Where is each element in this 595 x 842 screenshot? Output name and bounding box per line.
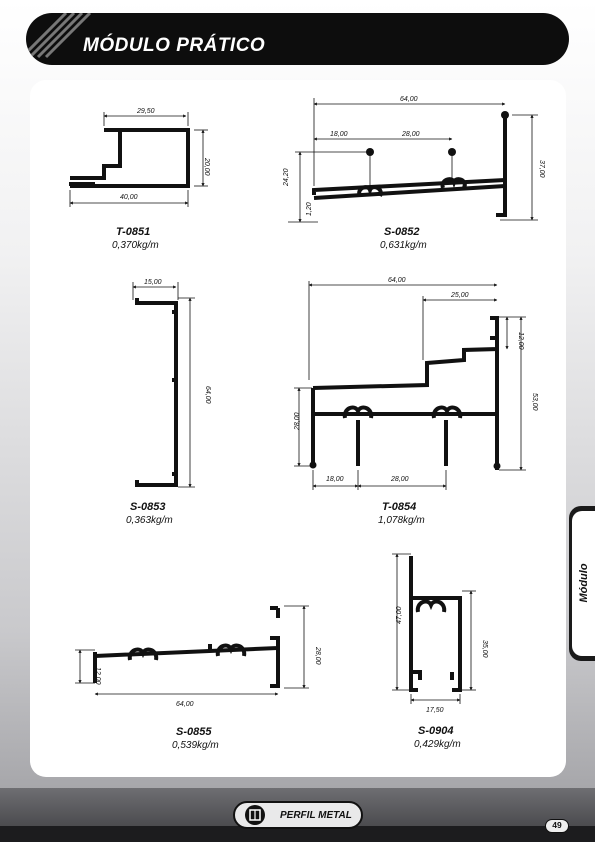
window-logo-icon <box>245 805 265 825</box>
dimension-label: 17,50 <box>426 707 444 714</box>
dimension-label: 47,00 <box>396 606 403 624</box>
dimension-label: 53,00 <box>531 393 538 411</box>
profile-code: T-0854 <box>382 501 417 513</box>
profile-t0851-drawing <box>70 130 188 186</box>
profile-weight: 0,429kg/m <box>414 739 461 750</box>
profile-weight: 0,370kg/m <box>112 240 159 251</box>
dimension-label: 12,00 <box>94 667 101 685</box>
profile-code: S-0852 <box>384 226 420 238</box>
profile-s0853-drawing <box>137 298 176 485</box>
profile-code: S-0904 <box>418 725 454 737</box>
dimension-label: 64,00 <box>176 701 194 708</box>
dimension-label: 28,00 <box>402 131 420 138</box>
dimension-label: 24,20 <box>283 168 290 186</box>
side-tab-label: Módulo <box>578 563 590 603</box>
dimension-label: 28,00 <box>314 647 321 665</box>
dimension-label: 40,00 <box>120 194 138 201</box>
dimension-label: 64,00 <box>400 96 418 103</box>
dimension-label: 20,00 <box>203 158 210 176</box>
dimension-label: 15,00 <box>144 279 162 286</box>
profile-code: S-0855 <box>176 726 212 738</box>
profile-weight: 1,078kg/m <box>378 515 425 526</box>
dimension-label: 18,00 <box>330 131 348 138</box>
dimension-label: 1,20 <box>306 202 313 216</box>
profile-code: T-0851 <box>116 226 151 238</box>
dimension-label: 37,00 <box>538 160 545 178</box>
profile-s0855-drawing <box>95 608 278 686</box>
profile-code: S-0853 <box>130 501 166 513</box>
dimension-label: 28,00 <box>294 412 301 430</box>
dimension-label: 25,00 <box>451 292 469 299</box>
profile-weight: 0,631kg/m <box>380 240 427 251</box>
profile-weight: 0,539kg/m <box>172 740 219 751</box>
profile-s0904-drawing <box>411 556 460 690</box>
page-title: MÓDULO PRÁTICO <box>83 35 266 56</box>
dimension-label: 64,00 <box>204 386 211 404</box>
dimension-label: 29,50 <box>137 108 155 115</box>
profile-s0852-drawing <box>314 115 505 215</box>
profile-t0854-drawing <box>313 318 497 470</box>
page-number: 49 <box>545 819 569 833</box>
brand-name: PERFIL METAL <box>280 810 352 821</box>
dimension-label: 64,00 <box>388 277 406 284</box>
dimension-label: 12,00 <box>517 332 524 350</box>
dimension-label: 35,00 <box>481 640 488 658</box>
profile-weight: 0,363kg/m <box>126 515 173 526</box>
dimension-label: 18,00 <box>326 476 344 483</box>
dimension-label: 28,00 <box>391 476 409 483</box>
